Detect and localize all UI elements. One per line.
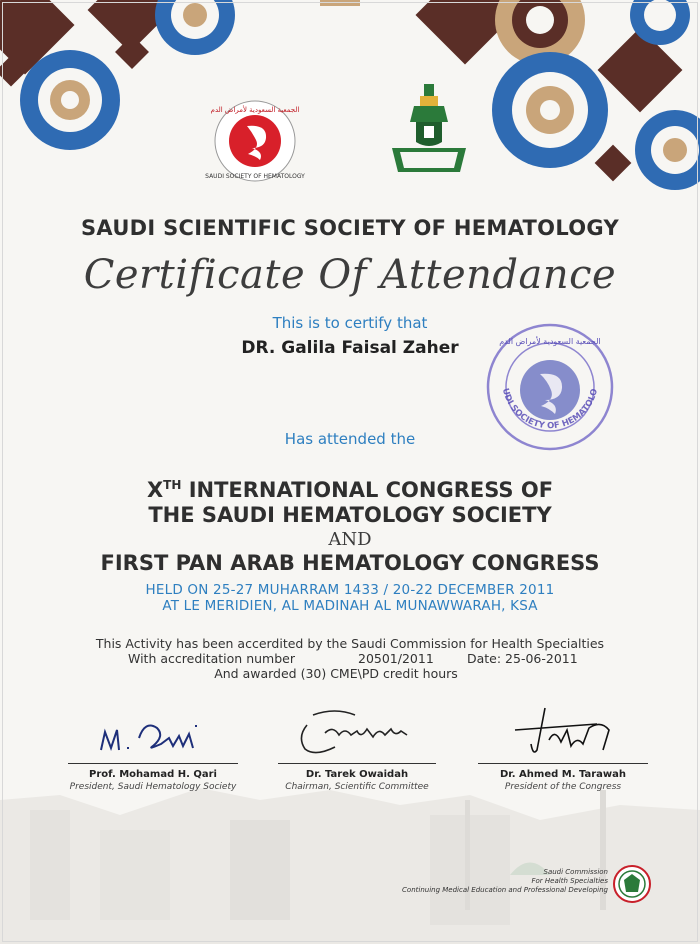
society-logo-text: SAUDI SOCIETY OF HEMATOLOGY — [205, 173, 305, 180]
stamp-arabic: الجمعية السعودية لأمراض الدم — [499, 337, 601, 346]
recipient-name: DR. Galila Faisal Zaher — [241, 338, 459, 358]
held-date: HELD ON 25-27 MUHARRAM 1433 / 20-22 DECEMBER 2011 — [145, 582, 555, 598]
society-logo-arabic: الجمعية السعودية لأمراض الدم — [210, 106, 300, 114]
footer-org-line-3: Continuing Medical Education and Professional Developing — [402, 886, 608, 894]
congress-line-1-text: INTERNATIONAL CONGRESS OF — [188, 478, 554, 502]
signatory-3-role: President of the Congress — [504, 782, 622, 792]
certify-text: This is to certify that — [272, 314, 428, 332]
accreditation-number-label: With accreditation number — [128, 651, 295, 666]
credit-hours: And awarded (30) CME\PD credit hours — [214, 666, 458, 681]
held-venue: AT LE MERIDIEN, AL MADINAH AL MUNAWWARAH, KSA — [162, 598, 538, 614]
accreditation-date: Date: 25-06-2011 — [467, 651, 578, 666]
certificate-title: Certificate Of Attendance — [83, 252, 617, 298]
accreditation-number: 20501/2011 — [358, 651, 434, 666]
stamp-text: UDI SOCIETY OF HEMATOLO — [499, 387, 601, 432]
footer-org-line-1: Saudi Commission — [543, 868, 608, 876]
congress-line-3: FIRST PAN ARAB HEMATOLOGY CONGRESS — [100, 551, 600, 575]
congress-ordinal: X — [146, 478, 164, 502]
accreditation-text: This Activity has been accerdited by the Saudi Commission for Health Specialties — [95, 636, 605, 651]
signatory-1-role: President, Saudi Hematology Society — [69, 782, 237, 792]
signatory-2-name: Dr. Tarek Owaidah — [305, 769, 409, 780]
signatory-3-name: Dr. Ahmed M. Tarawah — [499, 769, 627, 780]
signatory-2-role: Chairman, Scientific Committee — [285, 782, 429, 792]
signatory-1-name: Prof. Mohamad H. Qari — [89, 769, 217, 780]
attended-text: Has attended the — [284, 430, 416, 448]
footer-org-line-2: For Health Specialties — [531, 877, 608, 885]
congress-line-2: THE SAUDI HEMATOLOGY SOCIETY — [148, 503, 552, 527]
congress-ordinal-suffix: TH — [163, 478, 182, 492]
page-border — [2, 2, 698, 942]
organization-title: SAUDI SCIENTIFIC SOCIETY OF HEMATOLOGY — [80, 216, 619, 240]
and-word: AND — [328, 529, 372, 550]
